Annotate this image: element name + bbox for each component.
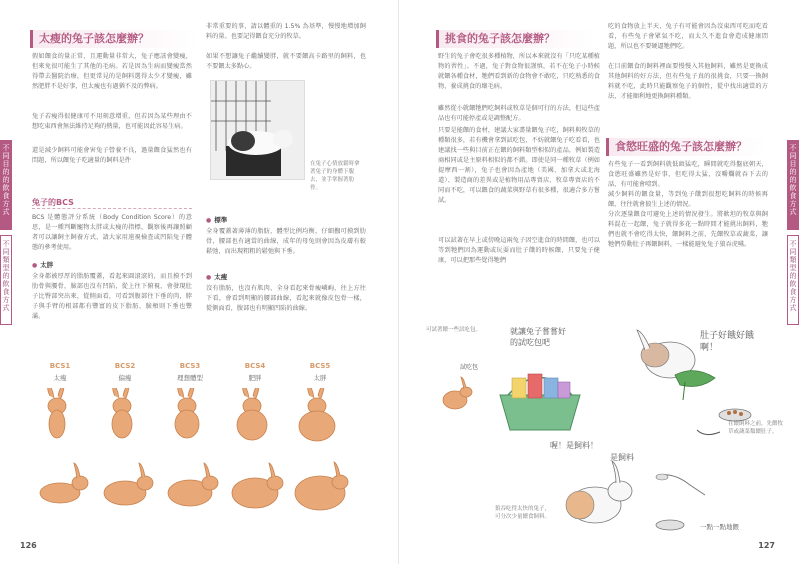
bullet-too-thin-text: 沒有脂肪，也沒有肌肉，全身看起來骨瘦嶙峋，往上方往下看，會看到明顯的腰部曲線，看起來就像皮包骨一樣，從側面看，腹部也有明顯凹陷的曲線。: [206, 285, 366, 312]
bcs-intro: BCS 是體態評分系統（Body Condition Score）的意思，是一種判斷寵物太胖或太瘦的指標，觀察後再讓照顧者可以讓飼主飼養方式，請大家用遠視檢查或凹陷兔子體態的參考使用。: [32, 214, 192, 251]
side-tab-type-right: 不同類型的飲食方式: [787, 235, 799, 325]
rabbit-photo-image: [211, 81, 305, 180]
illustration-3-bubble-1: 喔！是飼料！: [550, 441, 598, 450]
side-tab-purpose: 不同目的的飲食方式: [0, 140, 12, 230]
bcs4-side-icon: [232, 463, 283, 508]
bcs5-top-icon: [299, 388, 335, 441]
bcs-name-1: 太瘦: [53, 374, 67, 382]
bcs-name-5: 太胖: [313, 374, 327, 382]
bcs1-side-icon: [40, 463, 88, 503]
illustration-3-caption: 狼吞吃得太快的兔子，可分次少量餵食飼料。: [495, 506, 551, 520]
paragraph-hungry-1: 有些兔子一看到飼料就低頭猛吃，瞬間就吃得盤底朝天，食慾旺盛雖然是好事，但吃得太猛，沒嚼爛就吞下去的話，有可能會噎到。: [608, 161, 768, 188]
illustration-1-label: 試吃包: [460, 364, 479, 371]
illustration-1-bubble: 就讓兔子嘗嘗好的試吃包吧: [510, 327, 566, 347]
photo-caption: 在兔子心情放鬆時拿著兔子的身體下腹去，並手掌握著肋骨。: [310, 161, 360, 191]
paragraph-picky-col2-1: 吃的食物放上半天，兔子有可能會因為沒東西可吃而吃看看，有些兔子會眾氣不吃，而太久不進食會造成健康問題，所以也不要硬逼牠們吃。: [608, 23, 768, 50]
bcs3-top-icon: [175, 388, 199, 438]
bcs5-side-icon: [295, 462, 348, 510]
bcs-code-4: BCS4: [244, 362, 266, 370]
bowl-icon: [656, 520, 684, 530]
bcs-name-4: 肥胖: [248, 374, 262, 382]
illustration-3-bubble-2: 是飼料: [610, 453, 634, 462]
paragraph-thin-3: 還是減少飼料可能會害兔子營養不良，過量餵食猛然也有問題，所以餵兔子吃適量的飼料是件: [32, 147, 192, 164]
vegetables-icon: [675, 371, 715, 400]
bcs-code-5: BCS5: [309, 362, 331, 370]
basket-icon: [500, 374, 580, 430]
bullet-too-fat-title: ● 太胖: [32, 260, 53, 269]
side-tab-type: 不同類型的飲食方式: [0, 235, 12, 325]
bcs1-top-icon: [48, 388, 66, 438]
paragraph-thin-col2-1: 非常重要的事，請以體重的 1.5% 為基準，慢慢地增加飼料的量。也要記得餵食充分的牧草。: [206, 23, 366, 40]
illustration-2-caption: 在餵飼料之前，先餵牧草或蔬菜類餵肚子。: [728, 421, 784, 435]
rabbit-jumping-icon: [566, 461, 632, 523]
illustration-3-label: 一點一點地餵: [700, 523, 739, 531]
bcs-name-3: 理想體型: [177, 374, 203, 382]
section-heading-too-thin: 太瘦的兔子該怎麼辦？: [30, 30, 200, 48]
bcs-heading: 兔子的BCS: [32, 198, 74, 207]
paragraph-picky-1: 野生的兔子會吃很多種植物，所以本來就沒有「只吃某種植物的習性」。不過，兔子對食物很謹慎，若不在兔子小時候就餵各種食材，牠們看到新的食物會不敢吃，只吃熟悉的食物，養成挑食的壞毛病。: [438, 53, 600, 90]
paragraph-hungry-2: 減少飼料的餵食量，等到兔子餓到很想吃飼料的時候再餵，往往就會狼生上述的情況。: [608, 191, 768, 208]
bcs-code-2: BCS2: [114, 362, 136, 370]
bcs2-top-icon: [112, 388, 132, 438]
right-page: [400, 0, 799, 564]
rabbit-small-icon: [443, 377, 472, 409]
bcs2-side-icon: [104, 463, 153, 505]
side-tab-purpose-right: 不同目的的飲食方式: [787, 140, 799, 230]
sample-pack-illustration: [430, 340, 600, 440]
hand-spoon-icon: [656, 474, 705, 495]
bullet-standard-text: 全身覆蓋著薄薄的脂肪，體型比例均衡，仔細撫可摸到肋骨，腰部也有適當的曲線，成年的母兔則會因為皮膚有較鬆弛，而出現粗粗的鬆弛與下垂。: [206, 228, 366, 255]
illustration-1-caption: 可試著餵一些試吃包。: [426, 327, 482, 333]
bcs-divider: [32, 208, 192, 209]
paragraph-picky-3: 只要是能餵的食材，建議大家盡量餵兔子吃，飼料與牧草的種類很多，若有機會拿到試吃包，不妨就餵兔子吃看看，也建議找一些與目前正在餵的飼料類型相似的產品，例如製造商相同或是主原料相似的都不錯。即使是同一種牧草（例如提摩西一割），兔子也會因為產地（美國、加拿大或北海道）、製造商的差異或是植物用品專賣店、牧草專賣店的不同而不吃，可以餵食的蔬菜與野草有很多種，很適合多方嘗試。: [438, 127, 600, 204]
bcs3-side-icon: [168, 463, 218, 506]
paragraph-thin-2: 兔子若瘦得很健康可不用刻意增重，但若因為某些理由不想吃東西會無法維持足夠的熱量，也可能因此容易生病。: [32, 113, 192, 130]
page-number-left: 126: [20, 541, 37, 550]
bcs-rabbit-illustrations: [30, 388, 360, 518]
paragraph-hungry-3: 分次逐量餵食可避免上述的情況發生。將軟坦的牧草與飼料混在一起餵，兔子就得多花一點時間才能挑出飼料，牠們也就不會吃得太快，餵飼料之前，先餵牧草或蔬菜，讓牠們勞動肚子再餵飼料，一樣能避免兔子狼吞虎嚥。: [608, 211, 768, 248]
bullet-too-fat-text: 全身都被厚厚的脂肪覆蓋，看起來圓滾滾的，而且摸不到肋骨與腰骨，臉部也沒有凹陷，從上往下俯視，會發現肚子比臀部突出來，從側面看，可看到腹部往下垂的肉，脖子與手臂的根部都有豐富的皮下脂肪，臉頰則下垂也豐滿。: [32, 273, 192, 320]
bcs-name-2: 偏瘦: [118, 374, 132, 382]
page-number-right: 127: [758, 541, 775, 550]
bullet-too-thin-title: ● 太瘦: [206, 272, 227, 281]
paragraph-picky-4: 可以試著在早上或傍晚這兩兔子因空進食的時間餵，也可以等到牠們因為運動或玩耍而肚子餓的時候餵，只要兔子健康，可以把那些覺得牠們: [438, 237, 600, 264]
left-page: [0, 0, 399, 564]
paragraph-thin-1: 假如餵食的量正常，且運動量非常大，兔子應該會變瘦，但來免很可能生了其他的毛病。若是因為生病而變瘦當然得帶去醫院治療，但更常見的是飼料選得太少才變瘦，雖然肥胖不是好事，但太瘦也有過猶不及的弊病。: [32, 53, 192, 90]
bcs4-top-icon: [237, 388, 267, 440]
illustration-2-bubble: 肚子好餓好餓啊！: [700, 331, 755, 353]
rabbit-photo: [210, 80, 305, 180]
slow-feeding-illustration: [550, 455, 730, 545]
section-heading-picky: 挑食的兔子該怎麼辦？: [436, 30, 596, 48]
bcs-code-3: BCS3: [179, 362, 201, 370]
paragraph-picky-2: 雖然從小就餵牠們吃飼料或牧草是個可行的方法，但這些產品也有可能停產或是調整配方。: [438, 105, 600, 122]
bcs-code-1: BCS1: [49, 362, 71, 370]
paragraph-thin-col2-2: 如果不想讓兔子繼續變胖，就不要餵高卡路里的飼料，也不要餵太多點心。: [206, 53, 366, 70]
section-heading-hungry: 食慾旺盛的兔子該怎麼辦？: [606, 138, 766, 156]
paragraph-picky-col2-2: 在目前餵食的飼料裡面要慢慢入其他飼料，雖然是更換成其他飼料的好方法，但有些兔子真的很挑食，只要一換飼料就不吃，此時只能觀察兔子的個性，從中找出適當的方法，才能順利地更換飼料種類。: [608, 63, 768, 100]
bullet-standard-title: ● 標準: [206, 215, 227, 224]
